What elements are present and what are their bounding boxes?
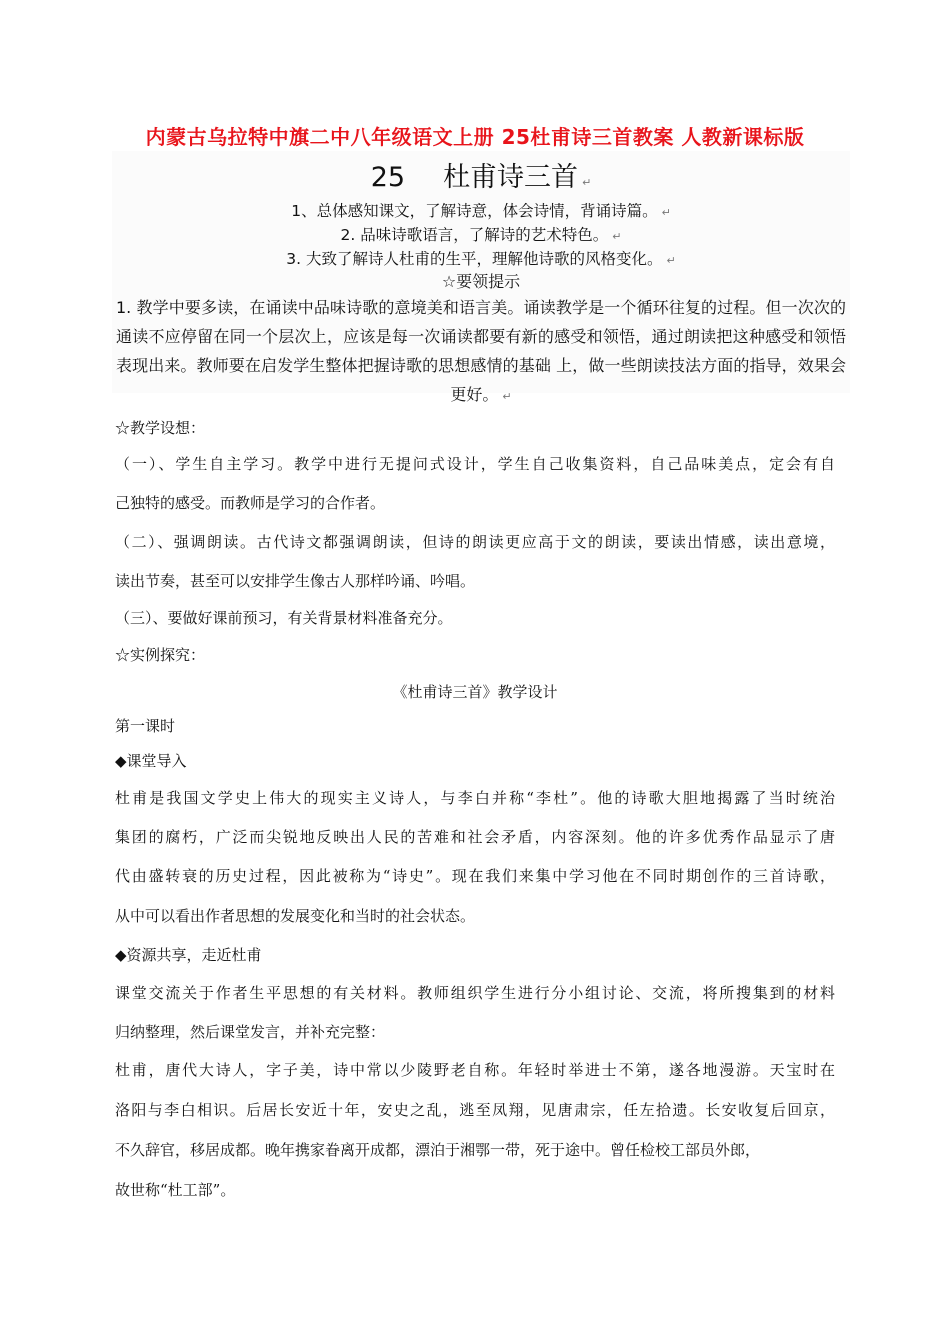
examples-heading: ☆实例探究： [115,646,206,664]
scanned-lesson-image [112,151,850,404]
paragraph-line: 己独特的感受。而教师是学习的合作者。 [115,494,386,512]
paragraph-line: 洛阳与李白相识。后居长安近十年，安史之乱，逃至凤翔，见唐肃宗，任左拾遗。长安收复后回京， [115,1101,835,1119]
objective-item: 1、总体感知课文，了解诗意，体会诗情，背诵诗篇。 ↵ [291,202,671,220]
paragraph-line: （一）、学生自主学习。教学中进行无提问式设计，学生自己收集资料，自己品味美点，定会有自 [115,455,835,473]
lesson-heading [112,155,850,194]
objective-item: 2. 品味诗歌语言，了解诗的艺术特色。 ↵ [340,226,622,244]
lesson-number: 25 [370,162,406,193]
tips-text: 1. 教学中要多读，在诵读中品味诗歌的意境美和语言美。诵读教学是一个循环往复的过程。但一次次的通读不应停留在同一个层次上，应该是每一次诵读都要有新的感受和领悟，通过朗读把这种感受和领悟表现出来。教师要在启发学生整体把握诗歌的思想感情的基础 上，做一些朗读技法方面的指导，效果会更好。 ↵ [116,298,846,404]
paragraph-line: 不久辞官，移居成都。晚年携家眷离开成都，漂泊于湘鄂一带，死于途中。曾任检校工部员外郎， [115,1141,761,1159]
paragraph-line: 归纳整理，然后课堂发言，并补充完整： [115,1023,386,1041]
resource-heading: ◆资源共享，走近杜甫 [115,946,262,964]
return-mark-icon: ↵ [582,176,592,189]
teaching-ideas-heading: ☆教学设想： [115,419,206,437]
document-title: 内蒙古乌拉特中旗二中八年级语文上册 25杜甫诗三首教案 人教新课标版 [145,125,805,149]
period-label: 第一课时 [115,717,176,735]
paragraph-line: 集团的腐朽，广泛而尖锐地反映出人民的苦难和社会矛盾，内容深刻。他的许多优秀作品显示了唐 [115,828,835,846]
paragraph-line: 故世称“杜工部”。 [115,1181,236,1199]
paragraph-line: 读出节奏，甚至可以安排学生像古人那样吟诵、吟唱。 [115,572,476,590]
lesson-title: 杜甫诗三首 [443,162,579,193]
intro-heading: ◆课堂导入 [115,752,187,770]
paragraph-line: 从中可以看出作者思想的发展变化和当时的社会状态。 [115,907,476,925]
return-mark-icon: ↵ [502,390,512,403]
paragraph-line: 代由盛转衰的历史过程，因此被称为“诗史”。现在我们来集中学习他在不同时期创作的三首诗歌， [115,867,835,885]
return-mark-icon: ↵ [661,206,671,219]
paragraph-line: （三）、要做好课前预习，有关背景材料准备充分。 [115,609,453,627]
return-mark-icon: ↵ [612,230,622,243]
paragraph-line: 杜甫是我国文学史上伟大的现实主义诗人，与李白并称“李杜”。他的诗歌大胆地揭露了当时统治 [115,789,835,807]
design-title: 《杜甫诗三首》教学设计 [392,683,558,701]
objective-item: 3. 大致了解诗人杜甫的生平，理解他诗歌的风格变化。 ↵ [286,250,676,268]
return-mark-icon: ↵ [666,254,676,267]
paragraph-line: 杜甫，唐代大诗人，字子美，诗中常以少陵野老自称。年轻时举进士不第，遂各地漫游。天宝时在 [115,1061,835,1079]
paragraph-line: 课堂交流关于作者生平思想的有关材料。教师组织学生进行分小组讨论、交流，将所搜集到的材料 [115,984,835,1002]
tips-heading: ☆要领提示 [441,272,521,291]
paragraph-line: （二）、强调朗读。古代诗文都强调朗读，但诗的朗读更应高于文的朗读，要读出情感，读出意境， [115,533,835,551]
